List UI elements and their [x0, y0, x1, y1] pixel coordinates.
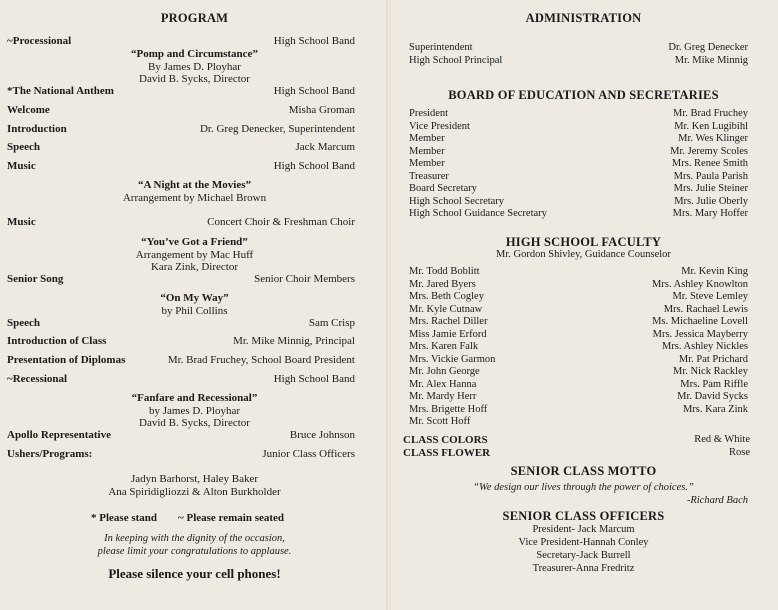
faculty-row: Mrs. Vickie Garmon Mr. Pat Prichard	[409, 353, 748, 365]
board-title: BOARD OF EDUCATION AND SECRETARIES	[448, 88, 719, 102]
program-item: Speech Sam Crisp	[7, 317, 355, 329]
faculty-row: Mrs. Rachel Diller Ms. Michaeline Lovell	[409, 316, 748, 327]
program-piece: “You’ve Got a Friend” Arrangement by Mac Huff Kara Zink, Director	[135, 236, 254, 273]
class-colors-label: CLASS COLORS	[403, 434, 488, 446]
board-row: Member Mr. Wes Klinger	[409, 133, 748, 144]
program-item: Senior Song Senior Choir Members	[7, 273, 355, 285]
program-title: PROGRAM	[160, 11, 229, 25]
admin-row: Superintendent Dr. Greg Denecker	[409, 42, 748, 53]
usher-names: Jadyn Barhorst, Haley Baker Ana Spiridigliozzi & Alton Burkholder	[108, 473, 281, 498]
program-item: Welcome Misha Groman	[7, 104, 355, 116]
program-item: Ushers/Programs: Junior Class Officers	[7, 448, 355, 460]
program-piece: “On My Way” by Phil Collins	[160, 292, 229, 317]
officer: Secretary-Jack Burrell	[536, 550, 631, 561]
cell-phone-notice: Please silence your cell phones!	[108, 566, 281, 581]
program-piece: “Pomp and Circumstance” By James D. Ployhar David B. Sycks, Director	[131, 48, 258, 85]
legend-stand: * Please stand	[91, 512, 157, 524]
program-item: Introduction of Class Mr. Mike Minnig, Principal	[7, 335, 355, 347]
officer: Vice President-Hannah Conley	[518, 537, 649, 548]
faculty-row: Mr. Alex Hanna Mrs. Pam Riffle	[409, 378, 748, 390]
faculty-subtitle: Mr. Gordon Shivley, Guidance Counselor	[496, 249, 671, 260]
class-flower-label: CLASS FLOWER	[403, 447, 491, 459]
officers-title: SENIOR CLASS OFFICERS	[502, 509, 665, 523]
dignity-note: In keeping with the dignity of the occasion, please limit your congratulations to applause.	[97, 533, 292, 557]
officer: President- Jack Marcum	[532, 524, 635, 535]
board-row: President Mr. Brad Fruchey	[409, 108, 748, 119]
program-piece: “Fanfare and Recessional” by James D. Ployhar David B. Sycks, Director	[131, 392, 258, 429]
admin-row: High School Principal Mr. Mike Minnig	[409, 55, 748, 66]
board-row: Board Secretary Mrs. Julie Steiner	[409, 183, 748, 194]
faculty-row: Mr. Jared Byers Mrs. Ashley Knowlton	[409, 278, 748, 290]
program-item: Speech Jack Marcum	[7, 141, 355, 153]
officer: Treasurer-Anna Fredritz	[532, 563, 635, 574]
faculty-row: Mr. John George Mr. Nick Rackley	[409, 366, 748, 377]
motto-author: -Richard Bach	[686, 495, 748, 506]
program-item: ~Processional High School Band	[7, 35, 355, 47]
program-item: Presentation of Diplomas Mr. Brad Fruchey, School Board President	[7, 354, 355, 366]
faculty-row: Miss Jamie Erford Mrs. Jessica Mayberry	[409, 328, 748, 340]
board-row: Treasurer Mrs. Paula Parish	[409, 170, 748, 182]
board-row: Vice President Mr. Ken Lugibihl	[409, 120, 748, 132]
faculty-row: Mr. Scott Hoff	[409, 416, 471, 427]
board-row: High School Guidance Secretary Mrs. Mary Hoffer	[409, 208, 748, 219]
board-row: Member Mr. Jeremy Scoles	[409, 145, 748, 157]
motto-title: SENIOR CLASS MOTTO	[510, 464, 657, 478]
administration-title: ADMINISTRATION	[525, 11, 642, 25]
program-item: Apollo Representative Bruce Johnson	[7, 429, 355, 441]
program-item: Music Concert Choir & Freshman Choir	[7, 216, 355, 228]
faculty-row: Mrs. Beth Cogley Mr. Steve Lemley	[409, 291, 748, 302]
faculty-row: Mr. Kyle Cutnaw Mrs. Rachael Lewis	[409, 303, 748, 315]
faculty-row: Mrs. Brigette Hoff Mrs. Kara Zink	[409, 403, 748, 415]
program-item: ~Recessional High School Band	[7, 373, 355, 385]
faculty-title: HIGH SCHOOL FACULTY	[505, 235, 662, 249]
program-item: Introduction Dr. Greg Denecker, Superintendent	[7, 123, 355, 135]
class-colors-value: Red & White	[694, 434, 750, 445]
program-item: *The National Anthem High School Band	[7, 85, 355, 97]
legend-seated: ~ Please remain seated	[178, 512, 285, 524]
program-piece: “A Night at the Movies” Arrangement by Michael Brown	[122, 179, 267, 204]
board-row: Member Mrs. Renee Smith	[409, 158, 748, 169]
faculty-row: Mrs. Karen Falk Mrs. Ashley Nickles	[409, 341, 748, 352]
faculty-row: Mr. Mardy Herr Mr. David Sycks	[409, 391, 748, 402]
program-item: Music High School Band	[7, 160, 355, 172]
board-row: High School Secretary Mrs. Julie Oberly	[409, 195, 748, 207]
class-flower-value: Rose	[729, 447, 750, 458]
faculty-row: Mr. Todd Boblitt Mr. Kevin King	[409, 266, 748, 277]
motto-quote: “We design our lives through the power of choices.”	[473, 482, 694, 493]
